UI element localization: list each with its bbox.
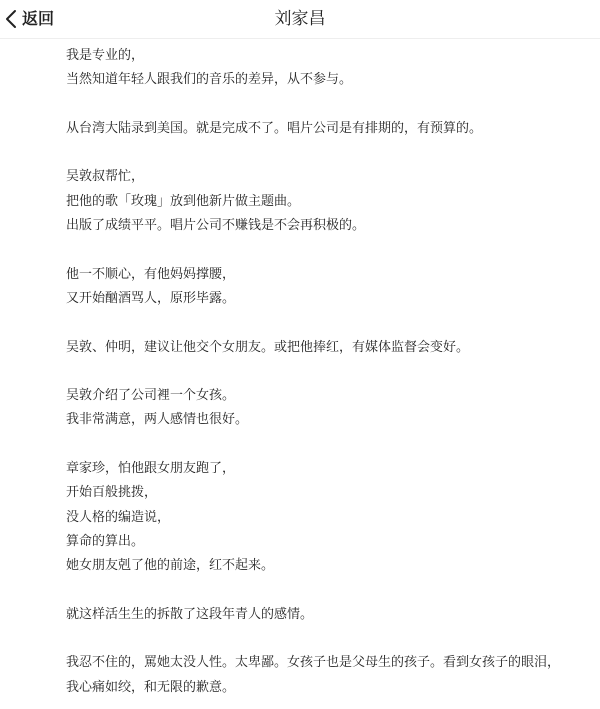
back-label: 返回 (22, 9, 55, 28)
text-line: 当然知道年轻人跟我们的音乐的差异，从不参与。 (66, 72, 353, 88)
back-button[interactable] (4, 6, 54, 32)
text-line: 吴敦叔帮忙， (66, 169, 145, 185)
text-line: 章家珍，怕他跟女朋友跑了， (66, 461, 236, 477)
text-line: 吴敦介绍了公司裡一个女孩。 (66, 388, 236, 404)
article-body (66, 44, 594, 700)
text-line: 就这样活生生的拆散了这段年青人的感情。 (66, 606, 314, 622)
text-line: 没人格的编造说， (66, 509, 171, 525)
text-line: 吴敦、仲明，建议让他交个女朋友。或把他捧红，有媒体监督会变好。 (66, 339, 470, 355)
article-paragraph (66, 603, 594, 627)
article-paragraph (66, 336, 594, 360)
article-paragraph (66, 457, 594, 578)
text-line: 我心痛如绞，和无限的歉意。 (66, 679, 236, 695)
text-line: 我非常满意，两人感情也很好。 (66, 412, 249, 428)
nav-bar (0, 0, 600, 39)
article-paragraph (66, 165, 594, 238)
text-line: 她女朋友剋了他的前途，红不起来。 (66, 558, 275, 574)
article-paragraph (66, 117, 594, 141)
chevron-left-icon (4, 9, 18, 29)
text-line: 出版了成绩平平。唱片公司不赚钱是不会再积极的。 (66, 218, 366, 234)
text-line: 他一不顺心，有他妈妈撑腰， (66, 266, 236, 282)
text-line: 开始百般挑拨， (66, 485, 158, 501)
article-paragraph (66, 263, 594, 312)
text-line: 从台湾大陆录到美国。就是完成不了。唱片公司是有排期的，有预算的。 (66, 120, 483, 136)
text-line: 我是专业的， (66, 48, 145, 63)
article-paragraph (66, 651, 594, 700)
page-title: 刘家昌 (274, 9, 326, 29)
article-paragraph (66, 384, 594, 433)
text-line: 又开始酗酒骂人，原形毕露。 (66, 290, 236, 306)
article-paragraph (66, 44, 594, 93)
text-line: 把他的歌「玫瑰」放到他新片做主题曲。 (66, 193, 301, 209)
text-line: 我忍不住的，罵她太没人性。太卑鄙。女孩子也是父母生的孩子。看到女孩子的眼泪， (66, 655, 561, 671)
text-line: 算命的算出。 (66, 533, 145, 549)
